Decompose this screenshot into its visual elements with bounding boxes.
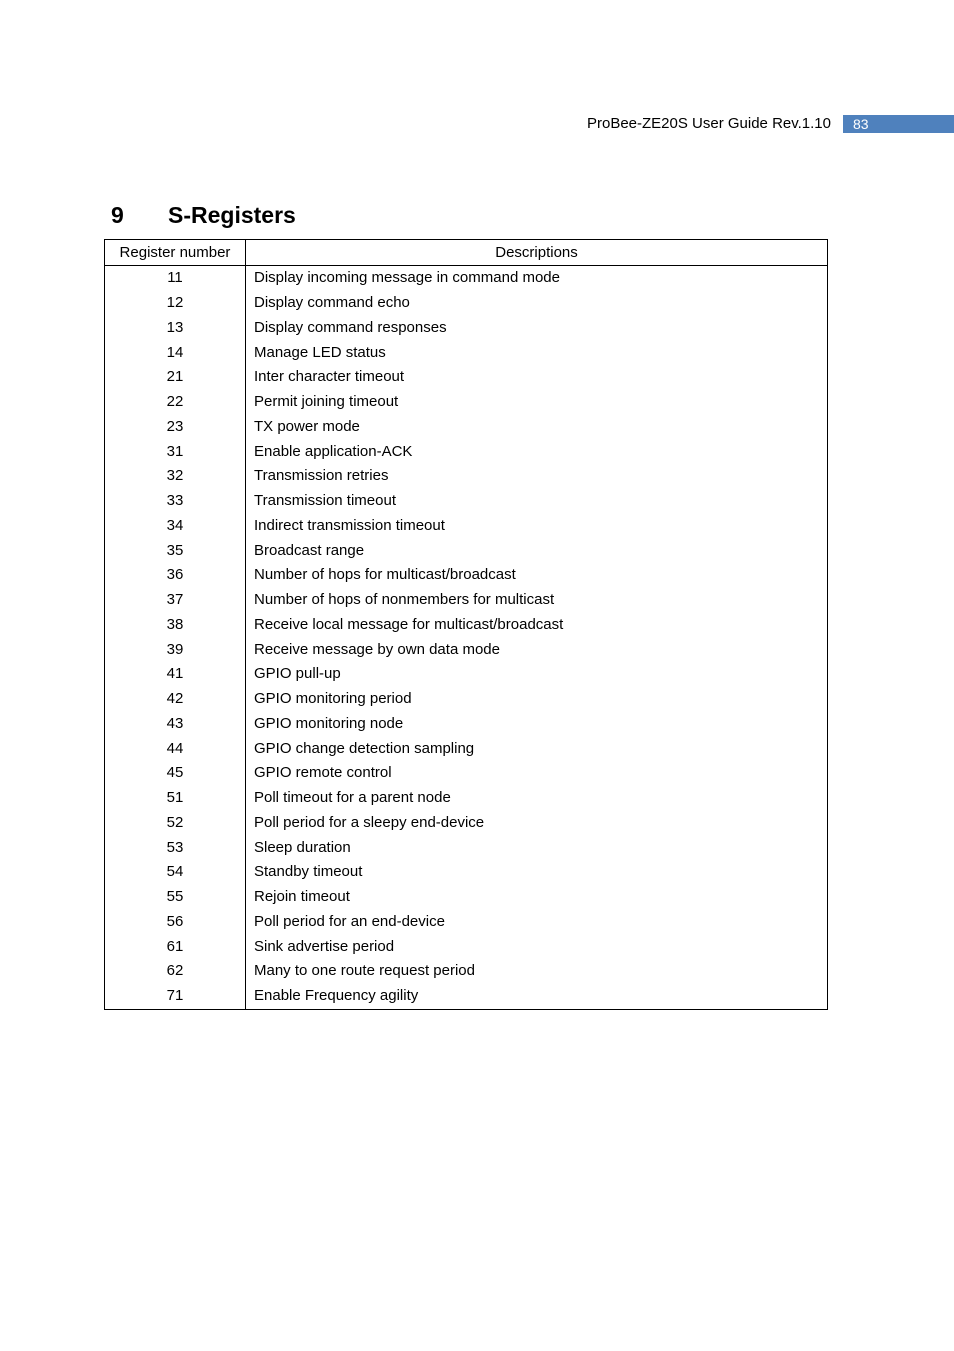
table-row [105,563,828,588]
register-description-cell: Broadcast range [254,541,365,559]
table-row [105,736,828,761]
register-number-cell: 22 [105,390,246,415]
table-row [105,959,828,984]
table-row [105,984,828,1009]
register-number-cell: 32 [105,464,246,489]
table-row [105,637,828,662]
table-row [105,835,828,860]
page-header [0,114,954,134]
register-description-cell: Poll period for an end-device [254,912,445,930]
register-description-cell: Transmission timeout [254,492,396,510]
table-row [105,662,828,687]
table-row [105,613,828,638]
register-description-cell: Receive message by own data mode [254,640,500,658]
register-description-cell: Inter character timeout [254,368,405,386]
register-number-cell: 13 [105,316,246,341]
register-number-cell: 43 [105,712,246,737]
register-description-cell: Permit joining timeout [254,393,399,411]
section-heading [111,201,296,229]
register-number-cell: 12 [105,291,246,316]
header-title: ProBee-ZE20S User Guide Rev.1.10 [586,115,831,132]
register-description-cell: Number of hops for multicast/broadcast [254,566,516,584]
register-number-cell: 53 [105,835,246,860]
table-row [105,934,828,959]
column-header-descriptions: Descriptions [246,240,828,266]
register-description-cell: Enable Frequency agility [254,987,419,1005]
register-description-cell: Manage LED status [254,343,386,361]
register-number-cell: 38 [105,613,246,638]
page-number: 83 [843,115,954,133]
table-row [105,415,828,440]
table-row [105,316,828,341]
register-number-cell: 23 [105,415,246,440]
register-number-cell: 54 [105,860,246,885]
table-row [105,761,828,786]
table-row [105,786,828,811]
register-description-cell: Number of hops of nonmembers for multicast [254,591,555,609]
table-row [105,340,828,365]
table-body [105,266,828,1010]
table-row [105,514,828,539]
register-description-cell: Enable application-ACK [254,442,413,460]
register-number-cell: 71 [105,984,246,1009]
register-number-cell: 44 [105,736,246,761]
table-row [105,885,828,910]
register-number-cell: 55 [105,885,246,910]
table-row [105,588,828,613]
register-description-cell: Indirect transmission timeout [254,516,445,534]
register-number-cell: 14 [105,340,246,365]
register-number-cell: 52 [105,811,246,836]
register-description-cell: Display command responses [254,318,447,336]
register-description-cell: GPIO monitoring node [254,714,404,732]
table-row [105,811,828,836]
table-row [105,464,828,489]
register-number-cell: 11 [105,266,246,291]
table-row [105,489,828,514]
register-number-cell: 33 [105,489,246,514]
register-number-cell: 37 [105,588,246,613]
register-number-cell: 56 [105,910,246,935]
register-description-cell: Receive local message for multicast/broadcast [254,615,564,633]
table-row [105,390,828,415]
register-number-cell: 36 [105,563,246,588]
register-description-cell: Standby timeout [254,863,363,881]
table-row [105,538,828,563]
table-row [105,365,828,390]
section-title: S-Registers [168,202,296,228]
register-description-cell: Sink advertise period [254,937,395,955]
register-description-cell: Poll timeout for a parent node [254,789,451,807]
table-header-row [105,240,828,266]
register-description-cell: Display incoming message in command mode [254,269,560,287]
register-number-cell: 35 [105,538,246,563]
s-register-table [104,239,828,1010]
table-row [105,860,828,885]
register-description-cell: GPIO monitoring period [254,690,412,708]
table-row [105,910,828,935]
table-row [105,291,828,316]
register-description-cell: Sleep duration [254,838,351,856]
register-number-cell: 42 [105,687,246,712]
register-description-cell: TX power mode [254,417,360,435]
register-description-cell: Poll period for a sleepy end-device [254,813,485,831]
register-description-cell: Transmission retries [254,467,389,485]
register-number-cell: 21 [105,365,246,390]
register-description-cell: Rejoin timeout [254,888,350,906]
register-description-cell: GPIO remote control [254,764,392,782]
register-number-cell: 51 [105,786,246,811]
register-number-cell: 34 [105,514,246,539]
register-description-cell: Many to one route request period [254,962,475,980]
section-number: 9 [111,202,124,228]
table-row [105,266,828,291]
table-row [105,712,828,737]
column-header-register-number: Register number [105,240,246,266]
register-number-cell: 61 [105,934,246,959]
register-description-cell: GPIO pull-up [254,665,341,683]
register-number-cell: 39 [105,637,246,662]
register-description-cell: GPIO change detection sampling [254,739,475,757]
register-number-cell: 31 [105,439,246,464]
table-row [105,687,828,712]
register-number-cell: 41 [105,662,246,687]
register-description-cell: Display command echo [254,294,410,312]
register-number-cell: 45 [105,761,246,786]
register-number-cell: 62 [105,959,246,984]
table-row [105,439,828,464]
